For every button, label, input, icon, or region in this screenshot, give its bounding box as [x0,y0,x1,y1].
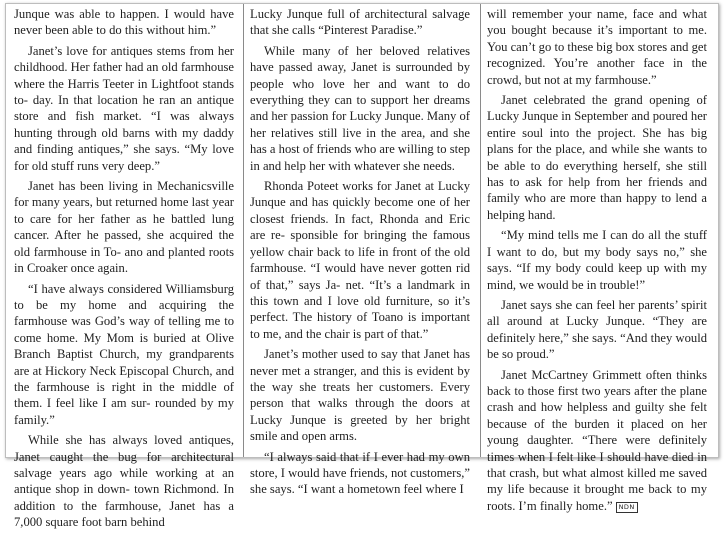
paragraph: will remember your name, face and what you bought because it’s important to me. You can’t go to these big box stores and get recognized. You’re another face in the crowd, but not at my farmhouse.” [487,7,707,87]
paragraph: Janet’s mother used to say that Janet has never met a stranger, and this is evident by the way she treats her customers. Every person that walks through the doors at Lucky Junque is greeted by her bright smile and open arms. [250,347,470,444]
column-rule-2 [480,4,481,457]
paragraph [487,367,707,515]
column-rule-1 [243,4,244,457]
paragraph: While she has always loved antiques, Janet caught the bug for architectural salvage years ago while working at an antique shop in down- town Richmond. In addition to the farmhouse, Janet has a 7,000 square foot barn behind [14,433,234,530]
paragraph: Rhonda Poteet works for Janet at Lucky Junque and has quickly become one of her closest friends. In fact, Rhonda and Eric are re- sponsible for bringing the famous yellow chair back to life in front of the old farmhouse. “I would have never gotten rid of that,” says Ja- net. “It’s a landmark in this town and I love old furniture, so it’s perfect. The history of Toano is important to me, and the chair is part of that.” [250,179,470,341]
paragraph: “I have always considered Williamsburg to be my home and acquiring the farmhouse was God’s way of telling me to come home. My Mom is buried at Olive Branch Baptist Church, my grandparents are at Hickory Neck Episcopal Church, and the farmhouse is right in the middle of them. I feel like I am sur- rounded by my family.” [14,281,234,427]
paragraph: While many of her beloved relatives have passed away, Janet is surrounded by people who love her and want to do everything they can to support her dreams and her passion for Lucky Junque. Many of her relatives still live in the area, and she has a host of friends who are willing to step in and help her with whatever she needs. [250,43,470,173]
end-mark: NDN [616,502,638,513]
magazine-page [5,3,719,530]
paragraph: Janet has been living in Mechanicsville for many years, but returned home last year to care for her father as he battled lung cancer. After he passed, she acquired the old farmhouse in To- ano and planted roots in Croaker once again. [14,179,234,276]
paragraph: Janet says she can feel her parents’ spirit all around at Lucky Junque. “They are definitely here,” she says. “And they would be so proud.” [487,297,707,362]
paragraph: Lucky Junque full of architectural salvage that she calls “Pinterest Paradise.” [250,7,470,38]
paragraph: Janet’s love for antiques stems from her childhood. Her father had an old farmhouse where the Harris Teeter in Lightfoot stands to- day. In that location he ran an antique store and fish market. “I was always hunting through old barns with my daddy and finding antiques,” she says. “My love for old stuff runs very deep.” [14,43,234,173]
paragraph: “My mind tells me I can do all the stuff I want to do, but my body says no,” she says. “If my body could keep up with my mind, we would be in trouble!” [487,228,707,292]
paragraph: Janet celebrated the grand opening of Lucky Junque in September and poured her entire soul into the project. She has big plans for the place, and while she wants to be able to do everything herself, she still has to ask for help from her friends and family who are more than happy to lend a helping hand. [487,93,707,222]
article-column-1 [14,6,234,535]
paragraph: Junque was able to happen. I would have never been able to do this without him.” [14,7,234,38]
article-column-3 [487,6,707,518]
paragraph-text: Janet McCartney Grimmett often thinks back to those first two years after the plane crash and how helpless and guilty she felt because of the burden it placed on her young daughter. “There were definitely times when I felt like I should have died in that crash, but what almost killed me saved my life because it brought me back to my roots. I’m finally home.” [487,367,707,513]
paragraph: “I always said that if I ever had my own store, I would have friends, not customers,” she says. “I want a hometown feel where I [250,449,470,497]
article-column-2 [250,6,470,502]
